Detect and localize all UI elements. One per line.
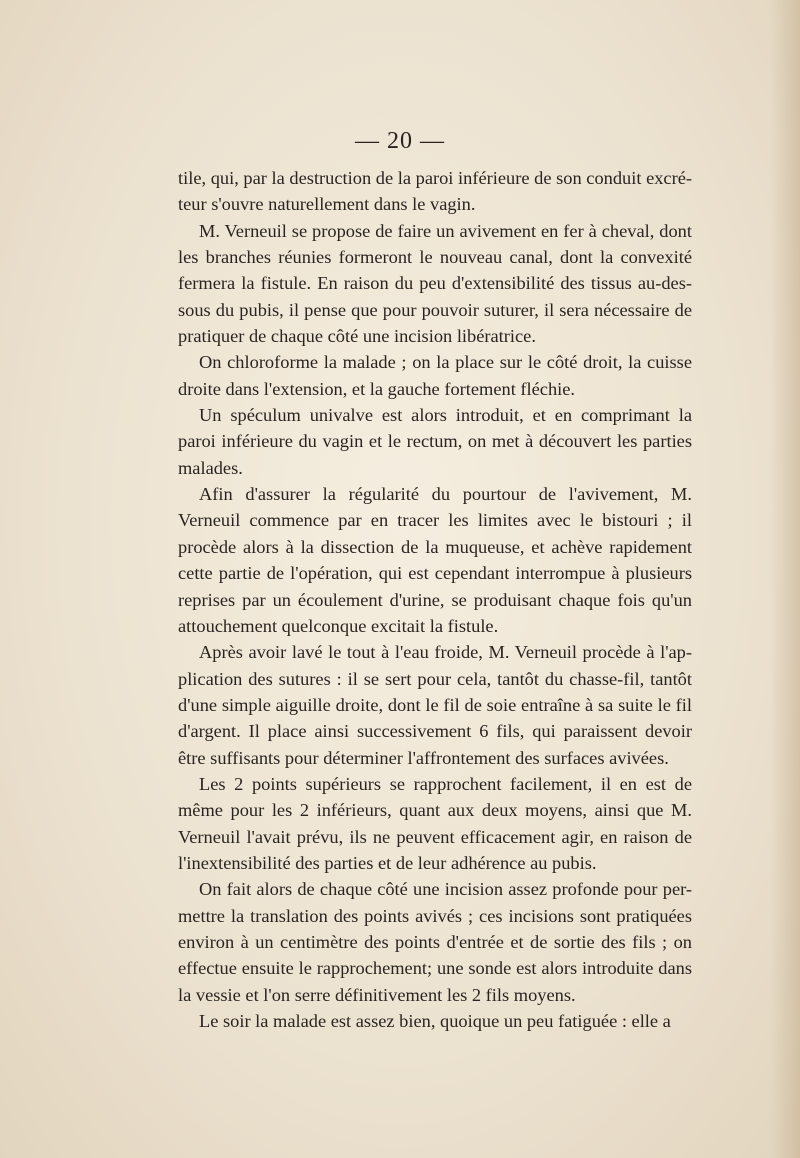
paragraph-8: On fait alors de chaque côté une incision assez profonde pour per-mettre la translation des points avivés ; ces incisions sont pratiquées environ à un centimètre des points d'entrée et de sortie des fils ; on effectue ensuite le rapprochement; une sonde est alors introduite dans la vessie et l'on serre définitivement les 2 fils moyens. [178, 879, 692, 1005]
paragraph-5: Afin d'assurer la régularité du pourtour de l'avivement, M. Verneuil commence par en tracer les limites avec le bistouri ; il procède alors à la dissection de la muqueuse, et achève rapidement cette partie de l'opération, qui est cependant interrompue à plusieurs reprises par un écoulement d'urine, se produisant chaque fois qu'un attouchement quelconque excitait la fistule. [178, 484, 692, 636]
paragraph-9: Le soir la malade est assez bien, quoique un peu fatiguée : elle a [199, 1011, 671, 1031]
body-text [178, 165, 692, 1034]
paragraph-3: On chloroforme la malade ; on la place sur le côté droit, la cuisse droite dans l'extension, et la gauche fortement fléchie. [178, 352, 692, 399]
paragraph-7: Les 2 points supérieurs se rapprochent facilement, il en est de même pour les 2 inférieurs, quant aux deux moyens, ainsi que M. Verneuil l'avait prévu, ils ne peuvent efficacement agir, en raison de l'inextensibilité des parties et de leur adhérence au pubis. [178, 773, 692, 873]
paragraph-6: Après avoir lavé le tout à l'eau froide, M. Verneuil procède à l'ap-plication des sutures : il se sert pour cela, tantôt du chasse-fil, tantôt d'une simple aiguille droite, dont le fil de soie entraîne à sa suite le fil d'argent. Il place ainsi successivement 6 fils, qui paraissent devoir être suffisants pour déterminer l'affrontement des surfaces avivées. [178, 642, 692, 768]
paragraph-1: tile, qui, par la destruction de la paroi inférieure de son conduit excré-teur s'ouvre naturellement dans le vagin. [178, 168, 692, 215]
page-edge-shadow [770, 0, 800, 1158]
paragraph-4: Un spéculum univalve est alors introduit, et en comprimant la paroi inférieure du vagin et le rectum, on met à découvert les parties malades. [178, 405, 692, 478]
page-number: — 20 — [355, 128, 445, 154]
paragraph-2: M. Verneuil se propose de faire un avivement en fer à cheval, dont les branches réunies formeront le nouveau canal, dont la convexité fermera la fistule. En raison du peu d'extensibilité des tissus au-des-sous du pubis, il pense que pour pouvoir suturer, il sera nécessaire de pratiquer de chaque côté une incision libératrice. [178, 220, 692, 347]
